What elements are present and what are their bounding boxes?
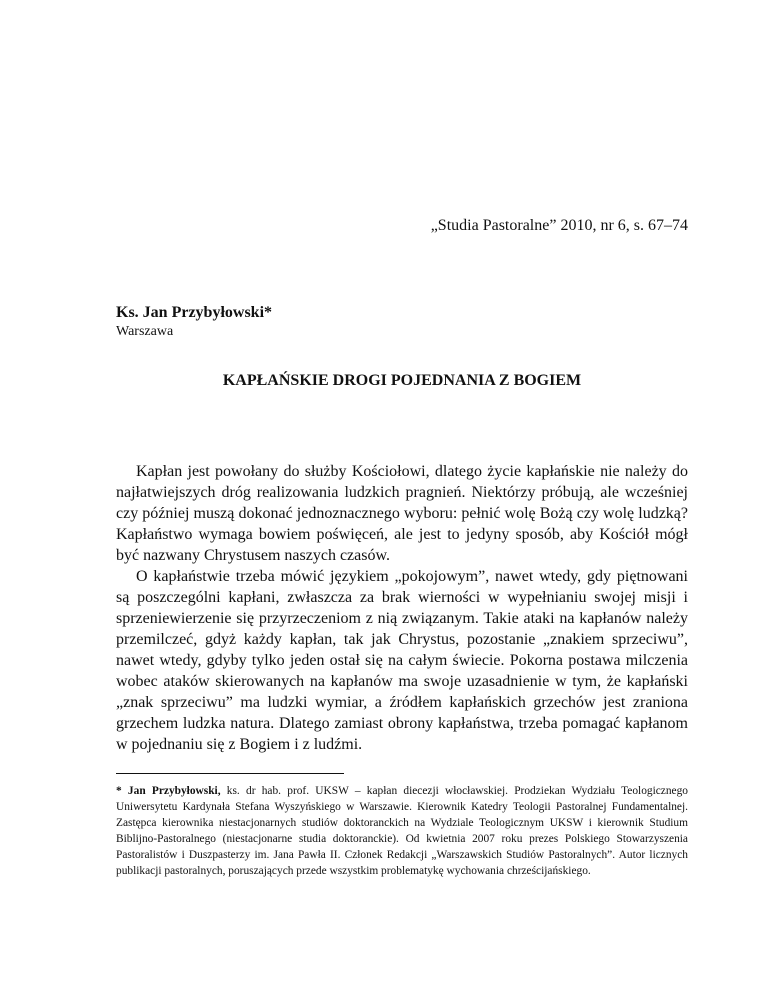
author-name: Ks. Jan Przybyłowski* xyxy=(116,304,273,321)
author-city: Warszawa xyxy=(116,324,174,339)
author-footnote xyxy=(116,783,688,879)
footnote-text: ks. dr hab. prof. UKSW – kapłan diecezji włocławskiej. Prodziekan Wydziału Teologicznego Uniwersytetu Kardynała Stefana Wyszyńskiego w Warszawie. Kierownik Katedry Teologii Pastoralnej Fundamentalnej. Zastępca kierownika niestacjonarnych studiów doktoranckich na Wydziale Teologicznym UKSW i kierownik Studium Biblijno-Pastoralnego (niestacjonarne studia doktoranckie). Od kwietnia 2007 roku prezes Polskiego Stowarzyszenia Pastoralistów i Duszpasterzy im. Jana Pawła II. Członek Redakcji „Warszawskich Studiów Pastoralnych”. Autor licznych publikacji pastoralnych, poruszających przede wszystkim problematykę wychowania chrześcijańskiego. xyxy=(116,785,688,877)
body-paragraph: O kapłaństwie trzeba mówić językiem „pokojowym”, nawet wtedy, gdy piętnowani są poszczególni kapłani, zwłaszcza za brak wierności w wypełnianiu swojej misji i sprzeniewierzenie się przyrzeczeniom z nią związanym. Takie ataki na kapłanów należy przemilczeć, gdyż każdy kapłan, tak jak Chrystus, pozostanie „znakiem sprzeciwu”, nawet wtedy, gdyby tylko jeden ostał się na całym świecie. Pokorna postawa milczenia wobec ataków skierowanych na kapłanów ma swoje uzasadnienie w tym, że kapłański „znak sprzeciwu” ma ludzki wymiar, a źródłem kapłańskich grzechów jest zraniona grzechem ludzka natura. Dlatego zamiast obrony kapłaństwa, trzeba pomagać kapłanom w pojednaniu się z Bogiem i z ludźmi. xyxy=(116,568,688,753)
article-body xyxy=(116,461,688,755)
author-block xyxy=(116,303,272,341)
footnote-divider xyxy=(116,773,344,774)
body-paragraph: Kapłan jest powołany do służby Kościołowi, dlatego życie kapłańskie nie należy do najłatwiejszych dróg realizowania ludzkich pragnień. Niektórzy próbują, ale wcześniej czy później muszą dokonać jednoznacznego wyboru: pełnić wolę Bożą czy wolę ludzką? Kapłaństwo wymaga bowiem poświęceń, ale jest to jedyny sposób, aby Kościół mógł być nazwany Chrystusem naszych czasów. xyxy=(116,463,688,564)
footnote-author-name: * Jan Przybyłowski, xyxy=(116,785,221,797)
article-title: KAPŁAŃSKIE DROGI POJEDNANIA Z BOGIEM xyxy=(222,372,582,389)
journal-citation: „Studia Pastoralne” 2010, nr 6, s. 67–74 xyxy=(430,217,688,234)
